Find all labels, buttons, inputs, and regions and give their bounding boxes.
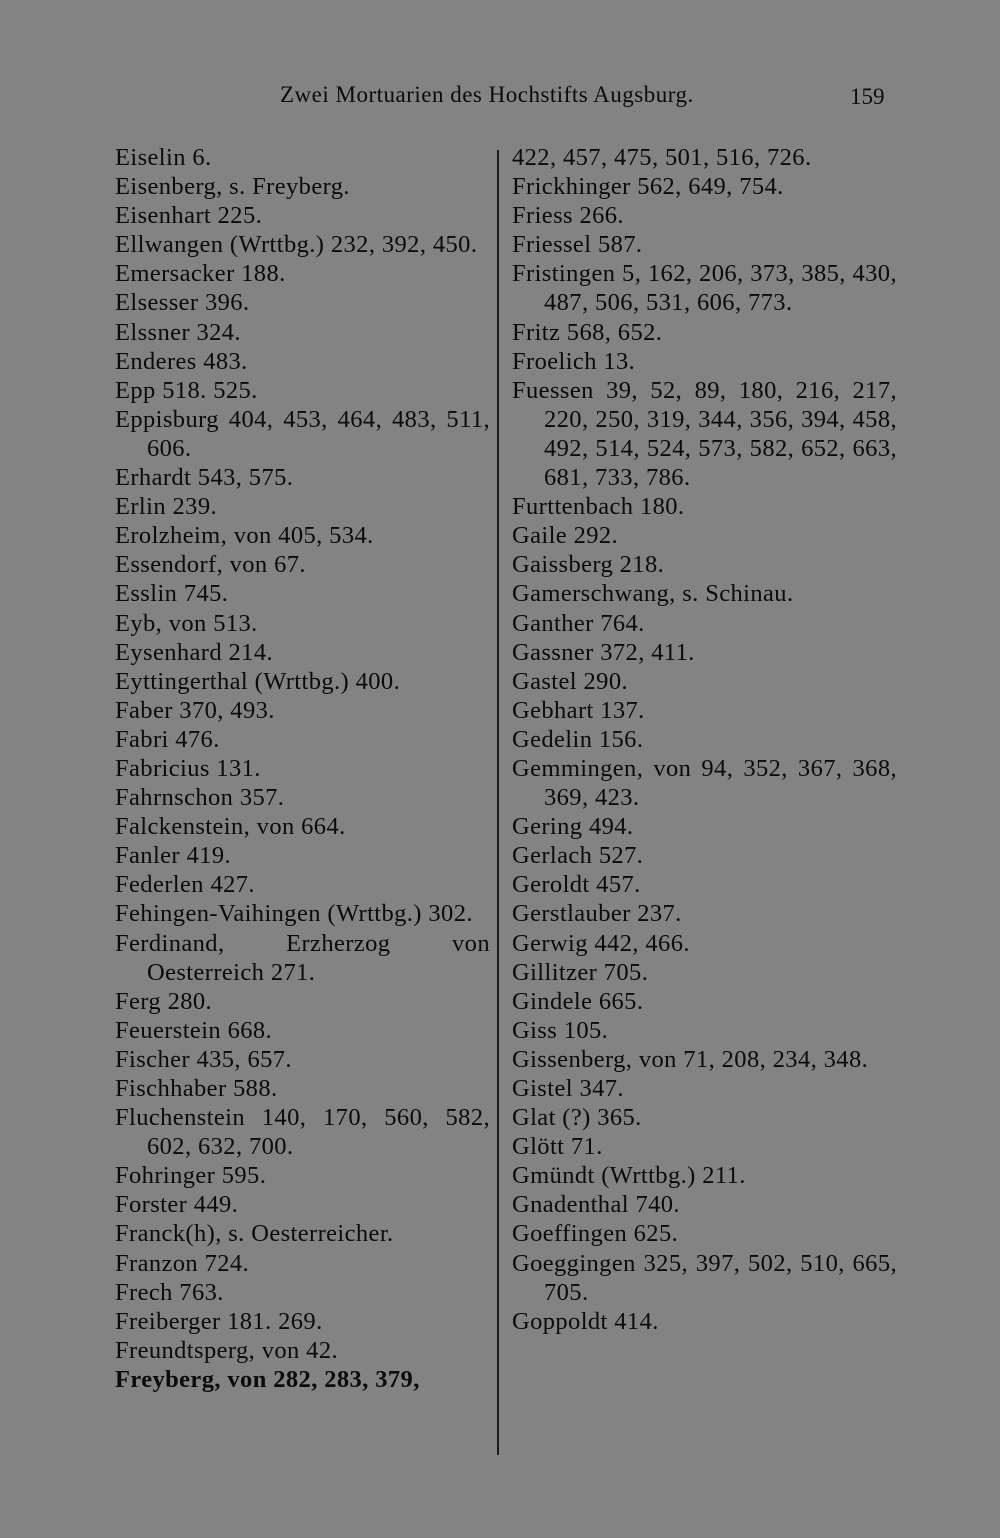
index-entry: Essendorf, von 67. <box>115 551 306 579</box>
index-entry: Fabri 476. <box>115 725 220 753</box>
index-entry: Fischer 435, 657. <box>115 1045 292 1073</box>
index-entry: Gerstlauber 237. <box>512 900 682 928</box>
index-entry: Erlin 239. <box>115 493 217 521</box>
index-column-right <box>512 143 897 1336</box>
index-entry: Epp 518. 525. <box>115 376 258 404</box>
index-entry: Emersacker 188. <box>115 260 286 288</box>
index-entry: Franzon 724. <box>115 1249 250 1277</box>
index-entry: Gaile 292. <box>512 522 619 550</box>
index-entry: Gebhart 137. <box>512 696 645 724</box>
index-entry: Eysenhard 214. <box>115 638 274 666</box>
index-entry: Eyttingerthal (Wrttbg.) 400. <box>115 667 401 695</box>
index-entry: Gering 494. <box>512 813 634 841</box>
running-title: Zwei Mortuarien des Hochstifts Augsburg. <box>280 82 694 107</box>
index-entry: Goeffingen 625. <box>512 1220 679 1248</box>
index-entry: Gassner 372, 411. <box>512 638 695 666</box>
index-entry: Freundtsperg, von 42. <box>115 1336 338 1364</box>
index-entry: Ganther 764. <box>512 609 645 637</box>
index-entry: Fanler 419. <box>115 842 231 870</box>
index-entry: Eyb, von 513. <box>115 609 258 637</box>
column-divider <box>497 150 499 1455</box>
index-entry: Fristingen 5, 162, 206, 373, 385, 430, 487, 506, 531, 606, 773. <box>512 260 897 317</box>
index-entry: Freyberg, von 282, 283, 379, <box>115 1365 420 1393</box>
index-entry: Giss 105. <box>512 1016 609 1044</box>
index-entry: Gnadenthal 740. <box>512 1191 680 1219</box>
index-entry: Gerwig 442, 466. <box>512 929 690 957</box>
index-column-left <box>115 143 490 1394</box>
index-entry: Gmündt (Wrttbg.) 211. <box>512 1162 746 1190</box>
index-entry: Gissenberg, von 71, 208, 234, 348. <box>512 1045 869 1073</box>
index-entry: Friessel 587. <box>512 231 643 259</box>
index-entry: Ellwangen (Wrttbg.) 232, 392, 450. <box>115 231 478 259</box>
page-number: 159 <box>850 84 885 109</box>
index-entry: Erhardt 543, 575. <box>115 464 294 492</box>
index-entry: Ferdinand, Erzherzog von Oesterreich 271. <box>115 929 490 986</box>
index-entry: Forster 449. <box>115 1191 239 1219</box>
index-entry: Eisenhart 225. <box>115 202 263 230</box>
index-entry: Elsesser 396. <box>115 289 250 317</box>
index-entry: Fohringer 595. <box>115 1162 267 1190</box>
index-entry: Franck(h), s. Oesterreicher. <box>115 1220 394 1248</box>
index-entry: Gillitzer 705. <box>512 958 649 986</box>
index-entry: Fehingen-Vaihingen (Wrttbg.) 302. <box>115 900 473 928</box>
index-entry: Faber 370, 493. <box>115 696 275 724</box>
index-entry: Furttenbach 180. <box>512 493 685 521</box>
index-entry: Falckenstein, von 664. <box>115 813 346 841</box>
index-entry: Fahrnschon 357. <box>115 784 285 812</box>
index-entry: Fuessen 39, 52, 89, 180, 216, 217, 220, 250, 319, 344, 356, 394, 458, 492, 514, 524, 573, 582, 652, 663, 681, 733, 786. <box>512 376 897 492</box>
index-entry: Fritz 568, 652. <box>512 318 663 346</box>
index-entry: Erolzheim, von 405, 534. <box>115 522 374 550</box>
index-entry: Goeggingen 325, 397, 502, 510, 665, 705. <box>512 1249 897 1306</box>
index-entry: Gistel 347. <box>512 1075 624 1102</box>
index-entry: Glat (?) 365. <box>512 1104 642 1132</box>
index-entry: Gamerschwang, s. Schinau. <box>512 580 794 608</box>
index-entry: Goppoldt 414. <box>512 1307 659 1335</box>
index-entry: Eppisburg 404, 453, 464, 483, 511, 606. <box>115 405 490 462</box>
index-entry: Fluchenstein 140, 170, 560, 582, 602, 632, 700. <box>115 1104 490 1161</box>
index-entry: Fischhaber 588. <box>115 1075 278 1102</box>
index-entry: 422, 457, 475, 501, 516, 726. <box>512 144 812 171</box>
index-entry: Freiberger 181. 269. <box>115 1307 323 1335</box>
index-entry: Gastel 290. <box>512 667 628 695</box>
index-entry: Enderes 483. <box>115 347 248 375</box>
index-entry: Gemmingen, von 94, 352, 367, 368, 369, 423. <box>512 754 897 812</box>
index-entry: Feuerstein 668. <box>115 1016 273 1044</box>
index-entry: Froelich 13. <box>512 347 636 375</box>
index-entry: Eisenberg, s. Freyberg. <box>115 173 350 201</box>
index-entry: Gerlach 527. <box>512 842 644 870</box>
index-entry: Elssner 324. <box>115 318 241 346</box>
index-entry: Friess 266. <box>512 202 624 230</box>
index-entry: Glött 71. <box>512 1133 603 1161</box>
index-entry: Fabricius 131. <box>115 754 261 782</box>
index-entry: Gedelin 156. <box>512 725 644 753</box>
index-entry: Gaissberg 218. <box>512 551 665 579</box>
index-entry: Frech 763. <box>115 1278 224 1306</box>
index-entry: Gindele 665. <box>512 987 644 1015</box>
index-entry: Federlen 427. <box>115 871 255 899</box>
index-entry: Esslin 745. <box>115 580 229 608</box>
index-entry: Eiselin 6. <box>115 144 212 171</box>
index-entry: Ferg 280. <box>115 987 213 1015</box>
index-entry: Geroldt 457. <box>512 871 641 899</box>
index-entry: Frickhinger 562, 649, 754. <box>512 173 784 201</box>
